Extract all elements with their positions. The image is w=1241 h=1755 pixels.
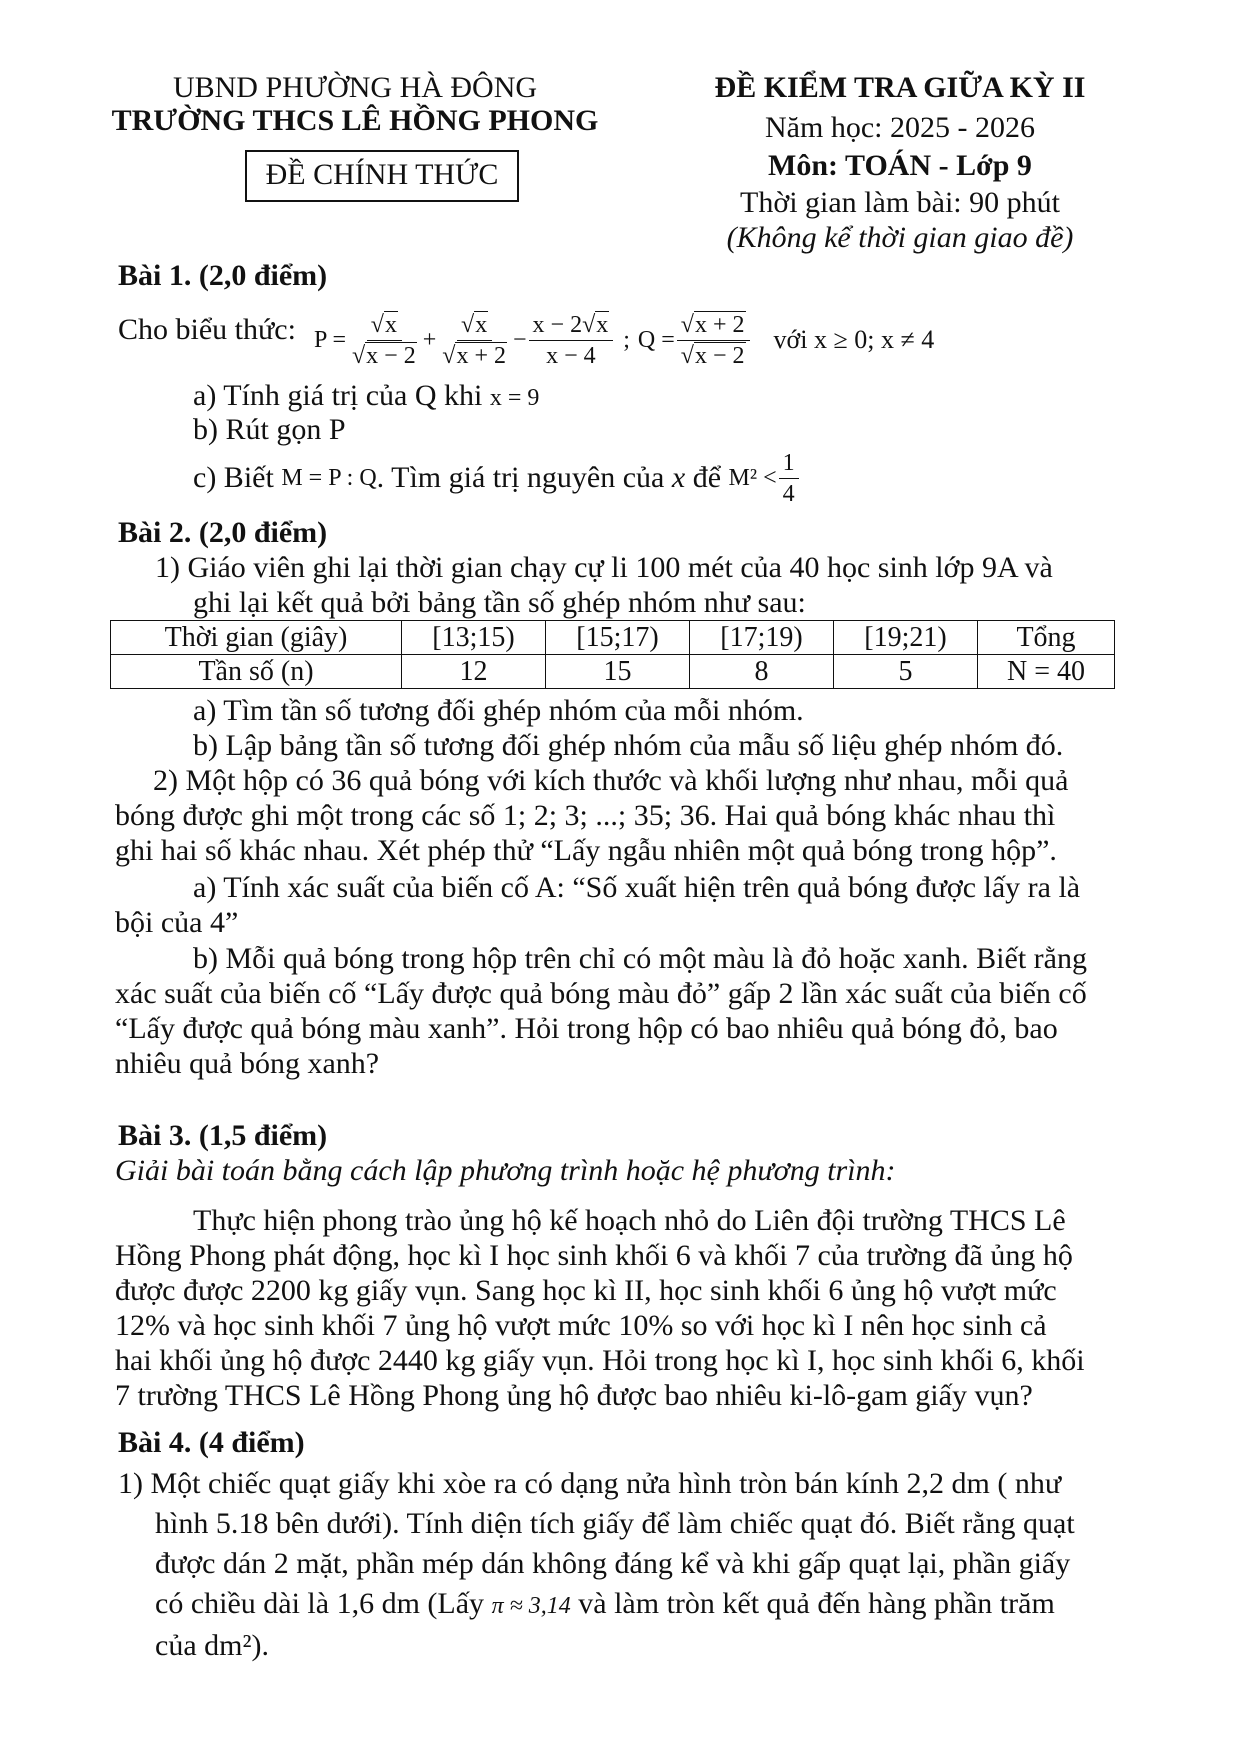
one-quarter-fraction: $\frac{1}{4}$	[779, 450, 799, 507]
table-cell: [17;19)	[690, 621, 834, 655]
bai2-p2-a-line2: bội của 4”	[115, 906, 239, 939]
bai2-p1-line2: ghi lại kết quả bởi bảng tần số ghép nhóm như sau:	[193, 586, 806, 619]
table-cell: Tần số (n)	[111, 655, 402, 689]
table-cell: N = 40	[978, 655, 1115, 689]
table-cell: Tổng	[978, 621, 1115, 655]
bai4-line2: hình 5.18 bên dưới). Tính diện tích giấy để làm chiếc quạt đó. Biết rằng quạt	[155, 1507, 1075, 1540]
condition: với x ≥ 0; x ≠ 4	[773, 325, 935, 354]
bai2-p2-b-line1: b) Mỗi quả bóng trong hộp trên chỉ có một màu là đỏ hoặc xanh. Biết rằng	[193, 942, 1087, 975]
bai3-title: Bài 3. (1,5 điểm)	[118, 1119, 328, 1152]
p-label: P =	[314, 326, 346, 353]
bai2-p2-line3: ghi hai số khác nhau. Xét phép thử “Lấy ngẫu nhiên một quả bóng trong hộp”.	[115, 834, 1057, 867]
expression-p-q: P = $\frac{√x}{√x - 2}$ + $\frac{√x}{√x + 2}$ − $\frac{x - 2√x}{x - 4}$ ; Q = $\frac{√x + 2}{√x - 2}$ với x ≥ 0; x ≠ 4	[314, 311, 935, 369]
bai3-line4: 12% và học sinh khối 7 ủng hộ vượt mức 10% so với học kì I nên học sinh cả	[115, 1309, 1047, 1342]
bai2-p1-b: b) Lập bảng tần số tương đối ghép nhóm của mẫu số liệu ghép nhóm đó.	[193, 729, 1064, 762]
bai4-line3: được dán 2 mặt, phần mép dán không đáng kể và khi gấp quạt lại, phần giấy	[155, 1547, 1071, 1580]
bai1-intro: Cho biểu thức:	[118, 313, 296, 346]
bai2-p2-b-line2: xác suất của biến cố “Lấy được quả bóng màu đỏ” gấp 2 lần xác suất của biến cố	[115, 977, 1087, 1010]
bai1-part-a: a) Tính giá trị của Q khi x = 9	[193, 379, 540, 412]
bai1-part-b: b) Rút gọn P	[193, 413, 346, 446]
bai3-line5: hai khối ủng hộ được 2440 kg giấy vụn. Hỏi trong học kì I, học sinh khối 6, khối	[115, 1344, 1085, 1377]
table-row	[111, 655, 1115, 689]
bai2-p2-b-line4: nhiêu quả bóng xanh?	[115, 1047, 380, 1080]
bai3-instruction: Giải bài toán bằng cách lập phương trình hoặc hệ phương trình:	[115, 1154, 896, 1187]
table-cell: Thời gian (giây)	[111, 621, 402, 655]
bai1-title: Bài 1. (2,0 điểm)	[118, 259, 328, 292]
bai4-line4: có chiều dài là 1,6 dm (Lấy π ≈ 3,14 và làm tròn kết quả đến hàng phần trăm	[155, 1587, 1055, 1620]
table-cell: 15	[546, 655, 690, 689]
bai4-line5: của dm²).	[155, 1629, 269, 1662]
authority-name: UBND PHƯỜNG HÀ ĐÔNG	[172, 71, 538, 104]
table-cell: 5	[834, 655, 978, 689]
bai3-line6: 7 trường THCS Lê Hồng Phong ủng hộ được bao nhiêu ki-lô-gam giấy vụn?	[115, 1379, 1033, 1412]
table-cell: 12	[402, 655, 546, 689]
bai2-p2-line2: bóng được ghi một trong các số 1; 2; 3; ...; 35; 36. Hai quả bóng khác nhau thì	[115, 799, 1056, 832]
bai2-p1-a: a) Tìm tần số tương đối ghép nhóm của mỗi nhóm.	[193, 694, 804, 727]
table-cell: 8	[690, 655, 834, 689]
table-header-row	[111, 621, 1115, 655]
bai2-p1-line1: 1) Giáo viên ghi lại thời gian chạy cự li 100 mét của 40 học sinh lớp 9A và	[155, 551, 1053, 584]
exam-title: ĐỀ KIỂM TRA GIỮA KỲ II	[714, 71, 1086, 104]
bai1-part-c: c) Biết M = P : Q . Tìm giá trị nguyên của x để M² < $\frac{1}{4}$	[193, 448, 801, 508]
bai2-p2-line1: 2) Một hộp có 36 quả bóng với kích thước và khối lượng như nhau, mỗi quả	[153, 764, 1069, 797]
bai2-p2-a-line1: a) Tính xác suất của biến cố A: “Số xuất hiện trên quả bóng được lấy ra là	[193, 871, 1081, 904]
q-fraction: $\frac{√x + 2}{√x - 2}$	[677, 312, 750, 369]
bai2-title: Bài 2. (2,0 điểm)	[118, 516, 328, 549]
bai3-line3: được được 2200 kg giấy vụn. Sang học kì II, học sinh khối 6 ủng hộ vượt mức	[115, 1274, 1057, 1307]
p-term-1: $\frac{√x}{√x - 2}$	[352, 311, 416, 369]
bai4-line1: 1) Một chiếc quạt giấy khi xòe ra có dạng nửa hình tròn bán kính 2,2 dm ( như	[118, 1467, 1062, 1500]
bai3-line2: Hồng Phong phát động, học kì I học sinh khối 6 và khối 7 của trường đã ủng hộ	[115, 1239, 1073, 1272]
table-cell: [15;17)	[546, 621, 690, 655]
table-cell: [13;15)	[402, 621, 546, 655]
duration-note: (Không kể thời gian giao đề)	[726, 221, 1074, 254]
subject-grade: Môn: TOÁN - Lớp 9	[768, 149, 1032, 182]
p-term-3: $\frac{x - 2√x}{x - 4}$	[529, 312, 614, 369]
table-cell: [19;21)	[834, 621, 978, 655]
bai4-title: Bài 4. (4 điểm)	[118, 1426, 305, 1459]
pi-approx: π ≈ 3,14	[491, 1593, 571, 1619]
school-name: TRƯỜNG THCS LÊ HỒNG PHONG	[111, 104, 599, 137]
school-year: Năm học: 2025 - 2026	[765, 111, 1035, 144]
official-label: ĐỀ CHÍNH THỨC	[245, 150, 519, 202]
duration: Thời gian làm bài: 90 phút	[740, 186, 1060, 219]
p-term-2: $\frac{√x}{√x + 2}$	[442, 311, 506, 369]
q-label: Q =	[637, 326, 675, 353]
bai2-p2-b-line3: “Lấy được quả bóng màu xanh”. Hỏi trong hộp có bao nhiêu quả bóng đỏ, bao	[115, 1012, 1058, 1045]
frequency-table	[110, 620, 1115, 689]
bai3-line1: Thực hiện phong trào ủng hộ kế hoạch nhỏ do Liên đội trường THCS Lê	[193, 1204, 1066, 1237]
